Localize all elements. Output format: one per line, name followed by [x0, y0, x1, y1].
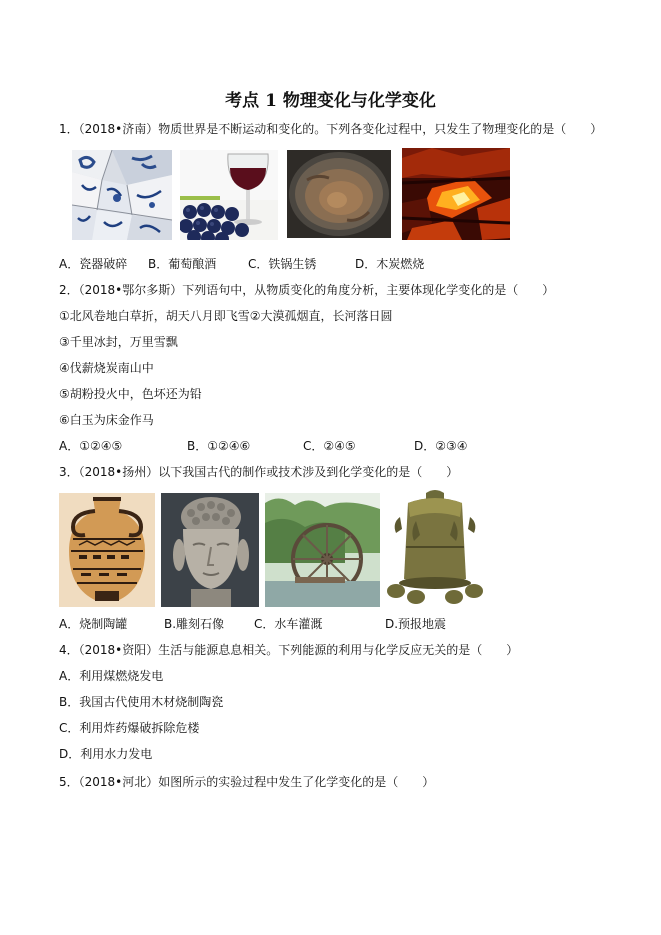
question-3-option-b: B.雕刻石像 — [164, 617, 225, 631]
water-wheel-image — [265, 493, 380, 607]
seismograph-image — [386, 487, 484, 607]
pottery-jar-image — [59, 493, 155, 607]
question-2-item-1: ①北风卷地白草折，胡天八月即飞雪②大漠孤烟直，长河落日圆 — [59, 309, 393, 323]
question-2-item-3: ④伐薪烧炭南山中 — [59, 361, 154, 375]
question-1-option-d: D．木炭燃烧 — [355, 257, 425, 271]
question-2-item-2: ③千里冰封，万里雪飘 — [59, 335, 178, 349]
question-2-option-b: B．①②④⑥ — [187, 439, 251, 453]
grapes-and-wine-image — [180, 150, 278, 240]
question-2-item-4: ⑤胡粉投火中，色坏还为铅 — [59, 387, 202, 401]
question-4-stem: 4．（2018•资阳）生活与能源息息相关。下列能源的利用与化学反应无关的是（ ） — [59, 643, 519, 657]
page-title: 考点 1 物理变化与化学变化 — [225, 91, 436, 111]
question-5-stem: 5．（2018•河北）如图所示的实验过程中发生了化学变化的是（ ） — [59, 775, 435, 789]
question-2-item-5: ⑥白玉为床金作马 — [59, 413, 154, 427]
question-2-option-c: C．②④⑤ — [303, 439, 356, 453]
question-4-option-d: D．利用水力发电 — [59, 747, 153, 761]
broken-porcelain-image — [72, 150, 172, 240]
question-3-option-a: A．烧制陶罐 — [59, 617, 128, 631]
rusty-iron-pot-image — [287, 150, 391, 238]
question-3-stem: 3．（2018•扬州）以下我国古代的制作或技术涉及到化学变化的是（ ） — [59, 465, 459, 479]
question-2-option-a: A．①②④⑤ — [59, 439, 123, 453]
burning-charcoal-image — [402, 148, 510, 240]
question-1-option-c: C．铁锅生锈 — [248, 257, 317, 271]
question-4-option-a: A．利用煤燃烧发电 — [59, 669, 164, 683]
question-2-option-d: D．②③④ — [414, 439, 468, 453]
question-2-stem: 2．（2018•鄂尔多斯）下列语句中，从物质变化的角度分析，主要体现化学变化的是（ ） — [59, 283, 555, 297]
question-4-option-c: C．利用炸药爆破拆除危楼 — [59, 721, 200, 735]
question-4-option-b: B．我国古代使用木材烧制陶瓷 — [59, 695, 224, 709]
stone-buddha-head-image — [161, 493, 259, 607]
question-1-option-b: B．葡萄酿酒 — [148, 257, 217, 271]
question-3-option-d: D.预报地震 — [385, 617, 447, 631]
question-1-option-a: A．瓷器破碎 — [59, 257, 128, 271]
question-3-option-c: C．水车灌溉 — [254, 617, 323, 631]
question-1-stem: 1．（2018•济南）物质世界是不断运动和变化的。下列各变化过程中，只发生了物理变化的是（ ） — [59, 122, 603, 136]
